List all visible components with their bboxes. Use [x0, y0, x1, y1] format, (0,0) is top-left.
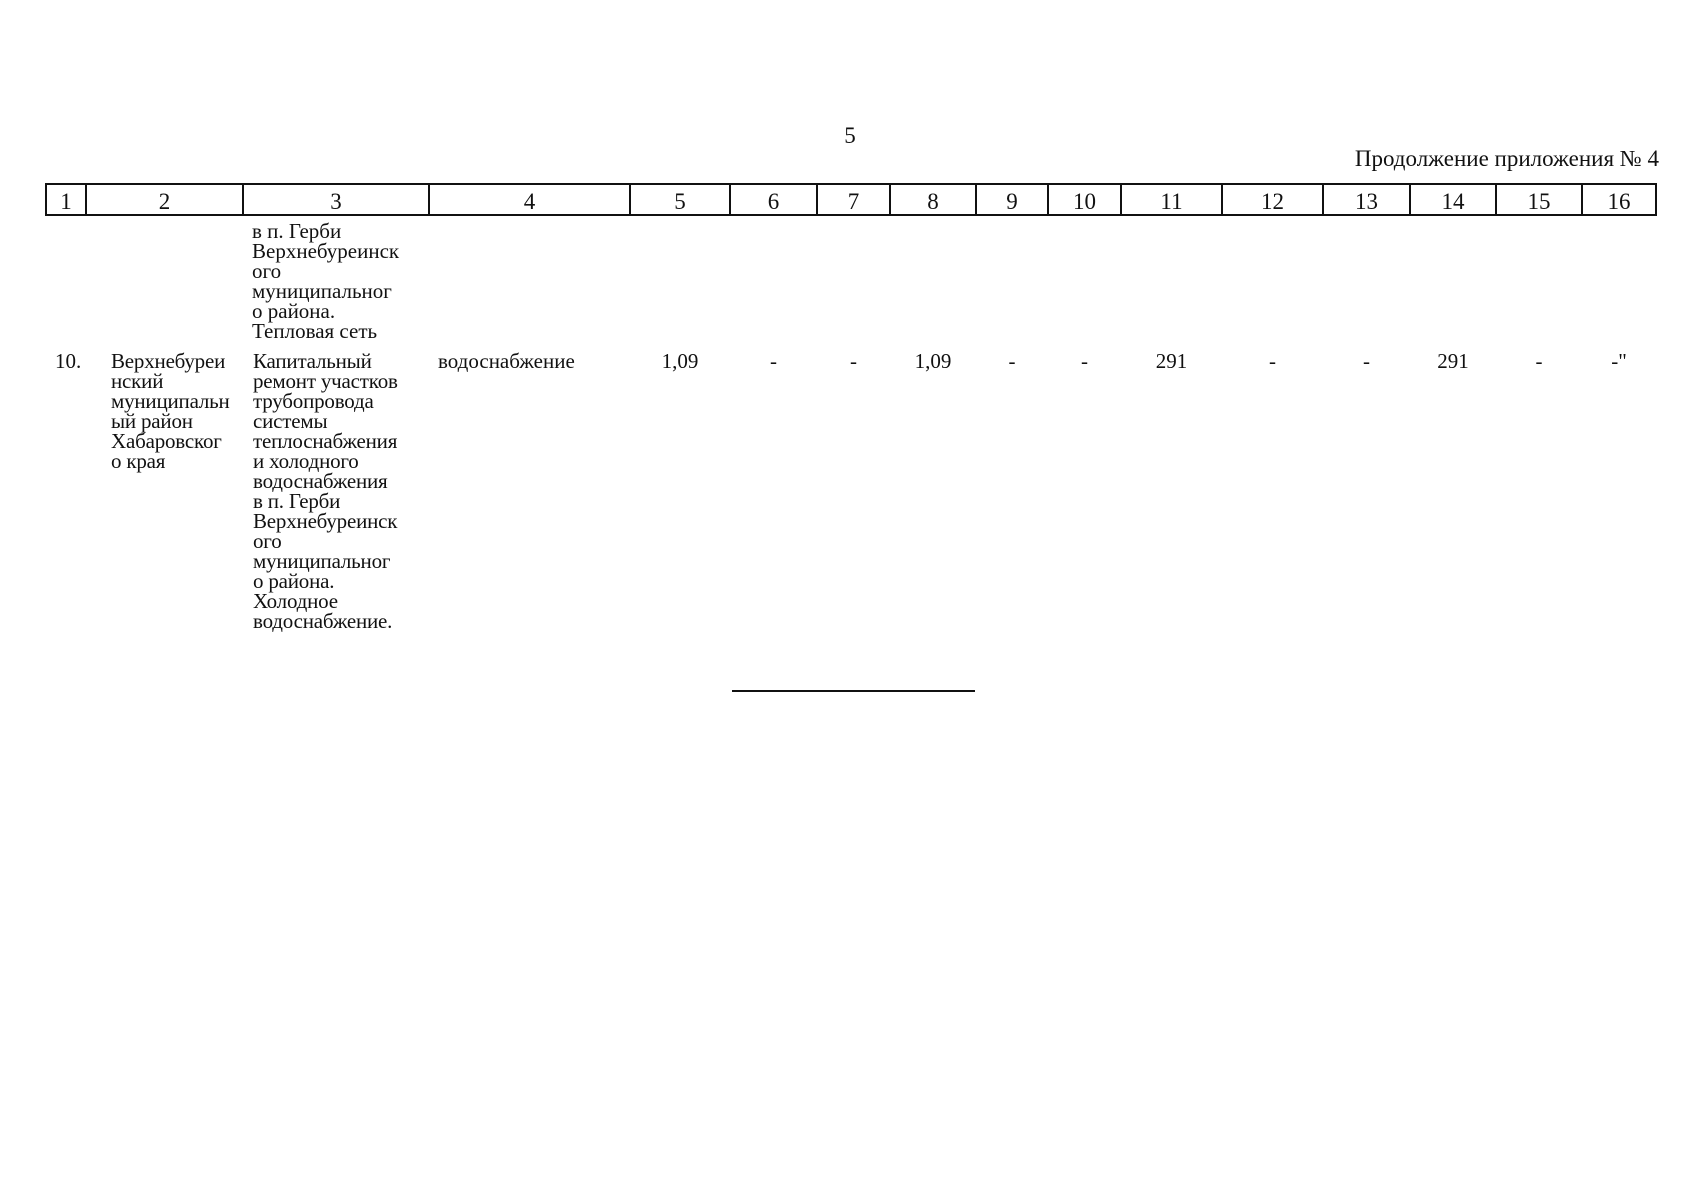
row-cell-9: -	[1008, 349, 1016, 373]
header-cell-3: 3	[243, 184, 429, 215]
row-description: Капитальный ремонт участков трубопровода системы теплоснабжения и холодного водоснабжения в п. Герби Верхнебуреинск ого муниципальног о района. Холодное водоснабжение.	[253, 349, 398, 633]
row-district: Верхнебуреи нский муниципальн ый район Хабаровског о края	[111, 349, 230, 473]
header-cell-8: 8	[890, 184, 976, 215]
header-cell-4: 4	[429, 184, 630, 215]
header-cell-7: 7	[817, 184, 890, 215]
row-number: 10.	[55, 349, 82, 373]
row-cell-5: 1,09	[661, 349, 699, 373]
header-cell-1: 1	[46, 184, 86, 215]
header-cell-13: 13	[1323, 184, 1410, 215]
table-row-continued-description: в п. Герби Верхнебуреинск ого муниципальног о района. Тепловая сеть	[252, 219, 400, 343]
header-cell-6: 6	[730, 184, 817, 215]
continuation-label: Продолжение приложения № 4	[1354, 146, 1659, 171]
header-cell-2: 2	[86, 184, 243, 215]
row-cell-15: -	[1535, 349, 1543, 373]
column-number-header	[45, 183, 1657, 216]
header-cell-15: 15	[1496, 184, 1582, 215]
header-cell-16: 16	[1582, 184, 1656, 215]
row-cell-13: -	[1363, 349, 1370, 373]
header-cell-12: 12	[1222, 184, 1323, 215]
header-cell-11: 11	[1121, 184, 1222, 215]
row-cell-10: -	[1081, 349, 1088, 373]
header-cell-5: 5	[630, 184, 730, 215]
page-number: 5	[844, 123, 856, 148]
header-cell-14: 14	[1410, 184, 1496, 215]
row-cell-12: -	[1269, 349, 1276, 373]
row-cell-14: 291	[1437, 349, 1469, 373]
row-cell-8: 1,09	[914, 349, 952, 373]
end-of-document-line	[732, 690, 975, 692]
header-cell-9: 9	[976, 184, 1048, 215]
row-cell-16: -"	[1611, 349, 1627, 373]
header-cell-10: 10	[1048, 184, 1121, 215]
row-type: водоснабжение	[438, 349, 575, 373]
row-cell-6: -	[770, 349, 777, 373]
row-cell-11: 291	[1155, 349, 1188, 373]
row-cell-7: -	[850, 349, 857, 373]
